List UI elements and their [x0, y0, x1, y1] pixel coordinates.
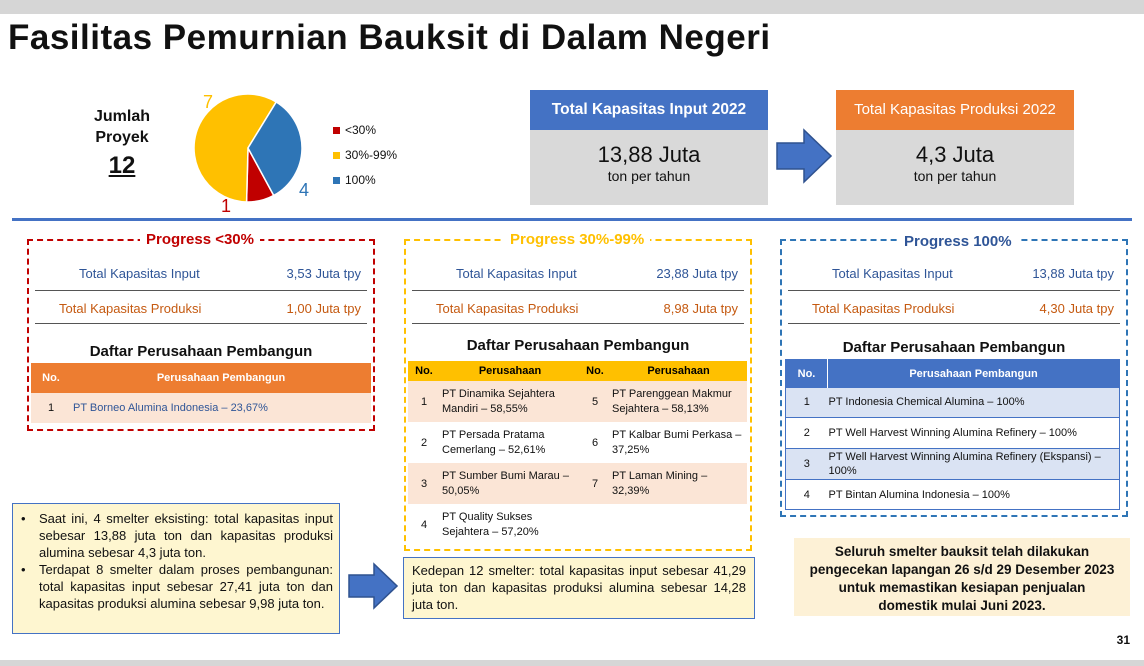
panel-mid-r1-company2: PT Parenggean Makmur Sejahtera – 58,13% — [612, 387, 732, 415]
panel-mid-r1-no1: 1 — [420, 395, 428, 408]
legend-label-mid: 30%-99% — [345, 148, 398, 162]
legend-label-low: <30% — [345, 123, 377, 137]
panel-low-input-value: 3,53 Juta tpy — [286, 266, 361, 281]
panel-mid-produksi-row — [412, 291, 744, 323]
arrow-right-icon — [348, 562, 398, 610]
kedepan-text: Kedepan 12 smelter: total kapasitas input sebesar 41,29 juta ton dan kapasitas produksi alumina sebesar 14,28 juta ton. — [412, 563, 746, 612]
panel-mid-col-no-2: No. — [586, 365, 604, 377]
panel-mid-col-company-2: Perusahaan — [647, 365, 710, 377]
pie-label-low: 1 — [221, 196, 232, 216]
table-row — [408, 381, 747, 422]
legend-item-mid — [333, 143, 397, 168]
panel-mid-r2-company1: PT Persada Pratama Cemerlang – 52,61% — [442, 428, 546, 456]
panel-low-produksi-row — [35, 291, 367, 323]
panel-mid-r1-company1: PT Dinamika Sejahtera Mandiri – 58,55% — [442, 387, 555, 415]
panel-mid-r1-no2: 5 — [591, 395, 599, 408]
kpi-input-body — [530, 130, 768, 205]
jumlah-proyek-label — [80, 106, 164, 148]
panel-low-table — [31, 363, 371, 423]
panel-mid-list-title: Daftar Perusahaan Pembangun — [466, 337, 690, 354]
legend-item-low — [333, 118, 397, 143]
panel-low-input-row — [35, 264, 367, 290]
panel-low-separator-2 — [35, 323, 367, 324]
arrow-right-icon — [776, 128, 832, 184]
jumlah-proyek-value: 12 — [108, 152, 136, 179]
final-note-box — [794, 538, 1130, 616]
panel-mid-title: Progress 30%-99% — [504, 231, 650, 248]
top-bar — [0, 0, 1144, 14]
panel-mid-r3-no1: 3 — [420, 477, 428, 490]
legend-swatch-mid — [333, 152, 340, 159]
panel-high-stats — [788, 264, 1120, 324]
pie-label-mid: 7 — [203, 92, 214, 112]
panel-mid-separator-2 — [412, 323, 744, 324]
table-row — [786, 480, 1120, 510]
panel-low-table-header — [31, 363, 371, 393]
panel-low-row1-company: PT Borneo Alumina Indonesia – 23,67% — [73, 402, 268, 414]
panel-mid-r3-company1: PT Sumber Bumi Marau – 50,05% — [442, 469, 569, 497]
panel-mid-col-company-1: Perusahaan — [478, 365, 542, 377]
legend-swatch-high — [333, 177, 340, 184]
panel-mid-stats — [412, 264, 744, 324]
panel-high-col-company: Perusahaan Pembangun — [909, 367, 1038, 380]
panel-mid-input-value: 23,88 Juta tpy — [656, 266, 738, 281]
kpi-produksi-unit: ton per tahun — [913, 168, 997, 184]
panel-low-stats — [35, 264, 367, 324]
bottom-bar — [0, 660, 1144, 666]
table-row — [786, 388, 1120, 418]
jumlah-label-line2: Proyek — [95, 129, 149, 146]
note-bullet-2-text: Terdapat 8 smelter dalam proses pembangunan: total kapasitas input sebesar 27,41 juta ton dan kapasitas produksi alumina sebesar 9,98 juta ton. — [39, 562, 333, 611]
panel-mid-r4-company2 — [610, 504, 747, 545]
panel-mid-r3-no2: 7 — [591, 477, 599, 490]
table-row — [786, 418, 1120, 449]
kpi-input-card — [530, 90, 768, 205]
panel-mid-r3-company2: PT Laman Mining – 32,39% — [612, 469, 708, 497]
kpi-produksi-body — [836, 130, 1074, 205]
kpi-input-unit: ton per tahun — [607, 168, 691, 184]
panel-mid-produksi-label: Total Kapasitas Produksi — [436, 301, 579, 316]
panel-mid-r2-company2: PT Kalbar Bumi Perkasa – 37,25% — [612, 428, 742, 456]
panel-low-col-company: Perusahaan Pembangun — [156, 372, 286, 384]
table-row — [786, 449, 1120, 480]
panel-high-r4-no: 4 — [803, 488, 810, 501]
jumlah-label-line1: Jumlah — [93, 108, 150, 125]
panel-low-input-label: Total Kapasitas Input — [79, 266, 200, 281]
kpi-produksi-header: Total Kapasitas Produksi 2022 — [836, 90, 1074, 130]
panel-mid-r2-no1: 2 — [420, 436, 428, 449]
kpi-produksi-value: 4,3 Juta — [915, 142, 995, 167]
summary-notes-box — [12, 503, 340, 634]
panel-low-col-no: No. — [42, 372, 60, 384]
kpi-input-value: 13,88 Juta — [597, 142, 701, 167]
note-bullet-1 — [21, 510, 333, 561]
kpi-produksi-card — [836, 90, 1074, 205]
bullet-icon: • — [21, 511, 26, 526]
panel-low-title: Progress <30% — [140, 231, 260, 248]
panel-high-r3-company: PT Well Harvest Winning Alumina Refinery (Ekspansi) – 100% — [828, 451, 1101, 477]
panel-high-table — [785, 359, 1120, 510]
table-row — [408, 504, 747, 545]
panel-mid-r4-company1: PT Quality Sukses Sejahtera – 57,20% — [442, 510, 539, 538]
panel-high-r3-no: 3 — [803, 458, 810, 470]
panel-high-title: Progress 100% — [898, 233, 1018, 250]
note-bullet-1-text: Saat ini, 4 smelter eksisting: total kapasitas input sebesar 13,88 juta ton dan kapasitas produksi alumina sebesar 4,3 juta ton. — [39, 511, 333, 560]
panel-high-r2-no: 2 — [803, 427, 810, 439]
table-row — [408, 463, 747, 504]
panel-high-r1-no: 1 — [803, 396, 810, 409]
panel-high-list-title: Daftar Perusahaan Pembangun — [842, 339, 1066, 356]
panel-mid-r4-no1: 4 — [420, 518, 428, 531]
panel-high-produksi-value: 4,30 Juta tpy — [1039, 301, 1114, 316]
final-note-text: Seluruh smelter bauksit telah dilakukan pengecekan lapangan 26 s/d 29 Desember 2023 untuk memastikan kesiapan penjualan domestik mulai Juni 2023. — [809, 544, 1115, 613]
panel-low-row1-no: 1 — [47, 402, 55, 414]
panel-high-input-label: Total Kapasitas Input — [832, 266, 953, 281]
legend-label-high: 100% — [345, 173, 376, 187]
pie-label-high: 4 — [299, 180, 310, 200]
panel-high-r2-company: PT Well Harvest Winning Alumina Refinery – 100% — [828, 427, 1077, 439]
panel-mid-produksi-value: 8,98 Juta tpy — [663, 301, 738, 316]
note-bullet-2 — [21, 561, 333, 612]
panel-mid-r4-no2 — [580, 504, 610, 545]
table-row — [408, 422, 747, 463]
panel-high-produksi-label: Total Kapasitas Produksi — [812, 301, 955, 316]
panel-low-produksi-label: Total Kapasitas Produksi — [59, 301, 202, 316]
pie-legend — [333, 118, 397, 193]
section-divider — [12, 218, 1132, 221]
page-title: Fasilitas Pemurnian Bauksit di Dalam Negeri — [8, 18, 771, 57]
panel-low-produksi-value: 1,00 Juta tpy — [286, 301, 361, 316]
panel-mid-input-label: Total Kapasitas Input — [456, 266, 577, 281]
panel-mid-col-no-1: No. — [415, 365, 433, 377]
panel-mid-r2-no2: 6 — [591, 436, 599, 449]
panel-high-input-row — [788, 264, 1120, 290]
panel-high-r1-company: PT Indonesia Chemical Alumina – 100% — [828, 396, 1025, 409]
bullet-icon: • — [21, 562, 26, 577]
kedepan-box — [403, 557, 755, 619]
panel-high-produksi-row — [788, 291, 1120, 323]
legend-item-high — [333, 168, 397, 193]
panel-high-input-value: 13,88 Juta tpy — [1032, 266, 1114, 281]
panel-mid-input-row — [412, 264, 744, 290]
table-row — [31, 393, 371, 423]
panel-mid-table-header — [408, 361, 747, 381]
panel-high-separator-2 — [788, 323, 1120, 324]
kpi-input-header: Total Kapasitas Input 2022 — [530, 90, 768, 130]
legend-swatch-low — [333, 127, 340, 134]
panel-high-table-header — [786, 360, 1120, 388]
page-number: 31 — [1116, 633, 1130, 647]
panel-high-col-no: No. — [786, 360, 828, 388]
panel-mid-table — [408, 361, 747, 545]
panel-high-r4-company: PT Bintan Alumina Indonesia – 100% — [828, 488, 1010, 501]
panel-low-list-title: Daftar Perusahaan Pembangun — [89, 343, 313, 360]
